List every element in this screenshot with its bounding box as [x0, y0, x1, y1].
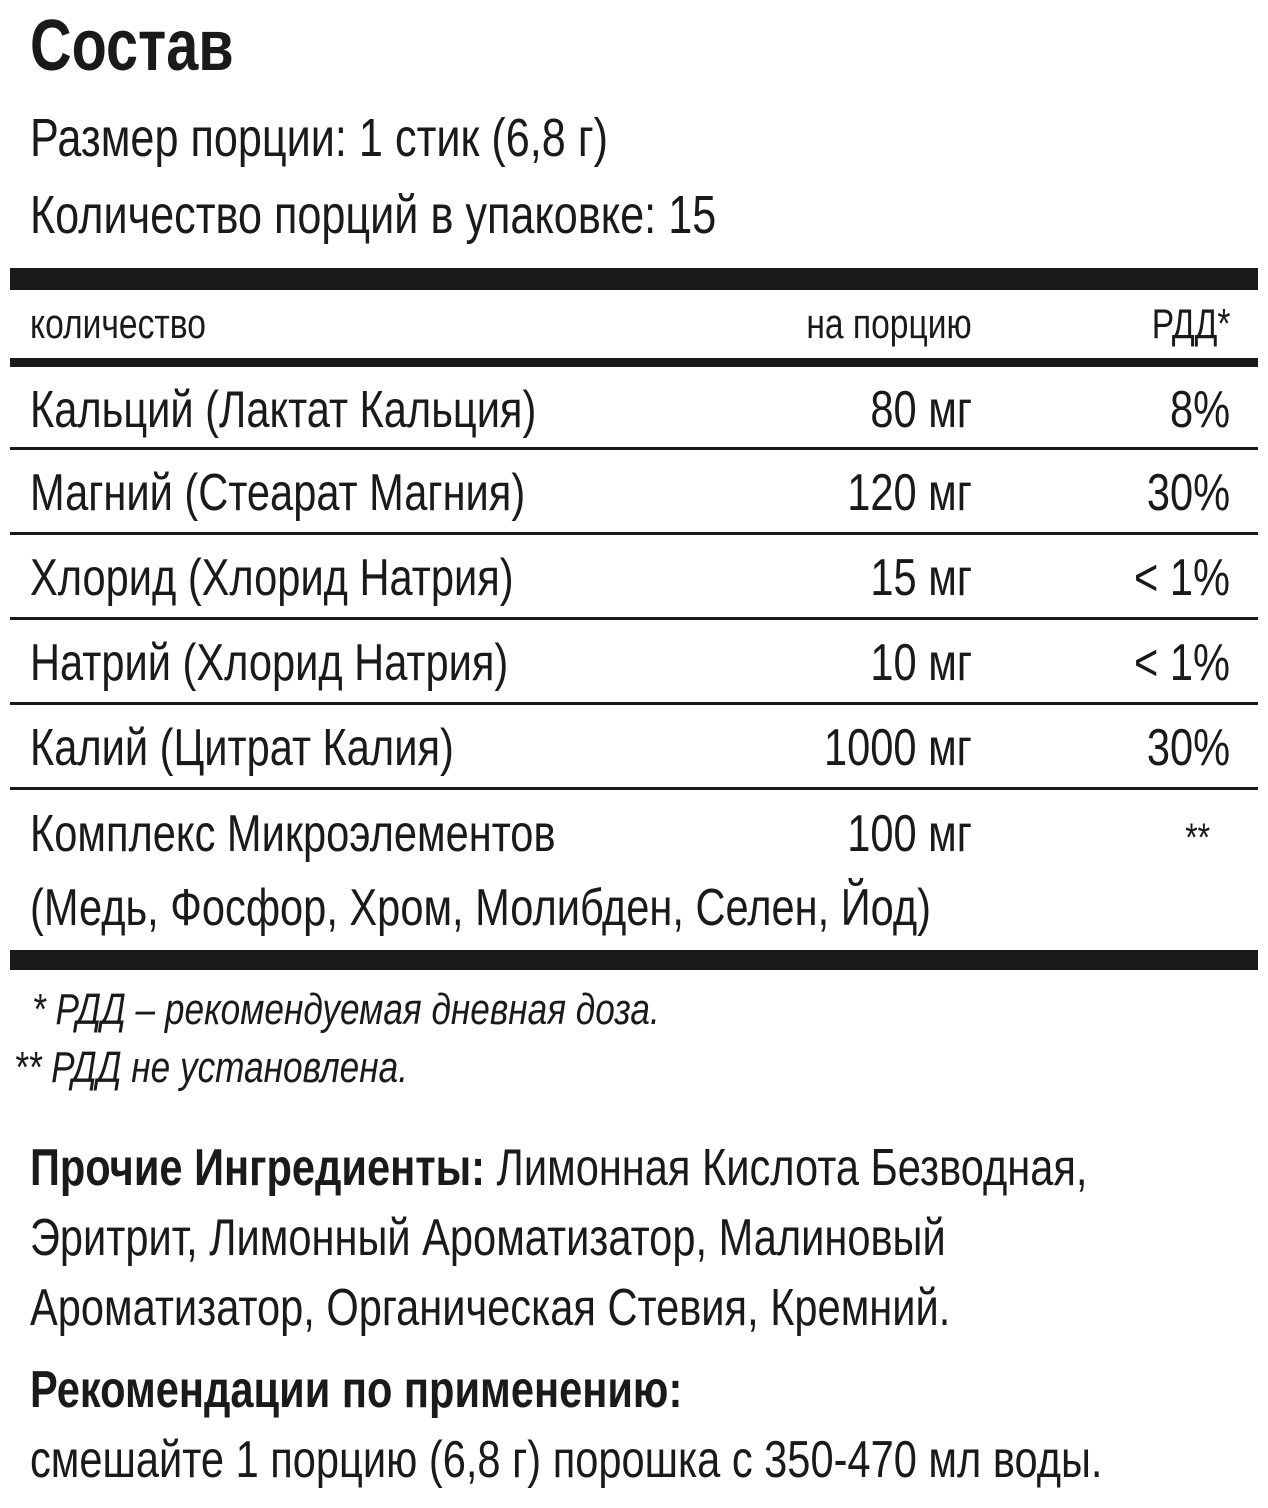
header-quantity: количество [30, 300, 206, 347]
table-row-rdd: < 1% [1134, 549, 1230, 607]
table-row-rdd: 30% [1146, 464, 1230, 522]
header-rule [10, 358, 1258, 367]
table-row-amount: 120 мг [847, 464, 972, 522]
row-divider [10, 702, 1258, 705]
row-divider [10, 447, 1258, 450]
table-row-amount: 80 мг [870, 381, 972, 439]
other-ingredients: Прочие Ингредиенты: Лимонная Кислота Безводная, [30, 1139, 1088, 1197]
table-row-name: Кальций (Лактат Кальция) [30, 381, 537, 439]
table-row-name: Магний (Стеарат Магния) [30, 464, 526, 522]
table-row-amount: 100 мг [847, 805, 972, 863]
other-ingredients-line: Эритрит, Лимонный Ароматизатор, Малиновый [30, 1209, 946, 1267]
table-row-amount: 1000 мг [824, 719, 972, 777]
table-row-rdd: < 1% [1134, 634, 1230, 692]
table-row-rdd: 30% [1146, 719, 1230, 777]
page-title: Состав [30, 6, 234, 86]
table-row-amount: 10 мг [870, 634, 972, 692]
table-row-name: Комплекс Микроэлементов [30, 805, 556, 863]
directions-label: Рекомендации по применению: [30, 1361, 683, 1419]
other-ingredients-label: Прочие Ингредиенты: [30, 1139, 485, 1197]
header-rdd: РДД* [1151, 300, 1230, 347]
row-divider [10, 532, 1258, 535]
table-row-name-detail: (Медь, Фосфор, Хром, Молибден, Селен, Йод) [30, 879, 932, 937]
table-row-name: Хлорид (Хлорид Натрия) [30, 549, 514, 607]
directions-text: смешайте 1 порцию (6,8 г) порошка с 350-470 мл воды. [30, 1431, 1103, 1489]
serving-size: Размер порции: 1 стик (6,8 г) [30, 108, 608, 168]
table-bottom-rule [10, 950, 1258, 970]
table-row-rdd: ** [1185, 816, 1210, 860]
table-row-rdd: 8% [1169, 381, 1230, 439]
table-row-amount: 15 мг [870, 549, 972, 607]
table-row-name: Калий (Цитрат Калия) [30, 719, 454, 777]
footnote-rdd-not-set: ** РДД не установлена. [14, 1043, 408, 1092]
row-divider [10, 617, 1258, 620]
servings-per-container: Количество порций в упаковке: 15 [30, 185, 717, 245]
row-divider [10, 787, 1258, 790]
table-top-rule [10, 268, 1258, 290]
table-row-name: Натрий (Хлорид Натрия) [30, 634, 509, 692]
footnote-rdd: * РДД – рекомендуемая дневная доза. [32, 985, 660, 1034]
other-ingredients-line: Ароматизатор, Органическая Стевия, Кремний. [30, 1279, 951, 1337]
header-per-serving: на порцию [806, 300, 972, 347]
